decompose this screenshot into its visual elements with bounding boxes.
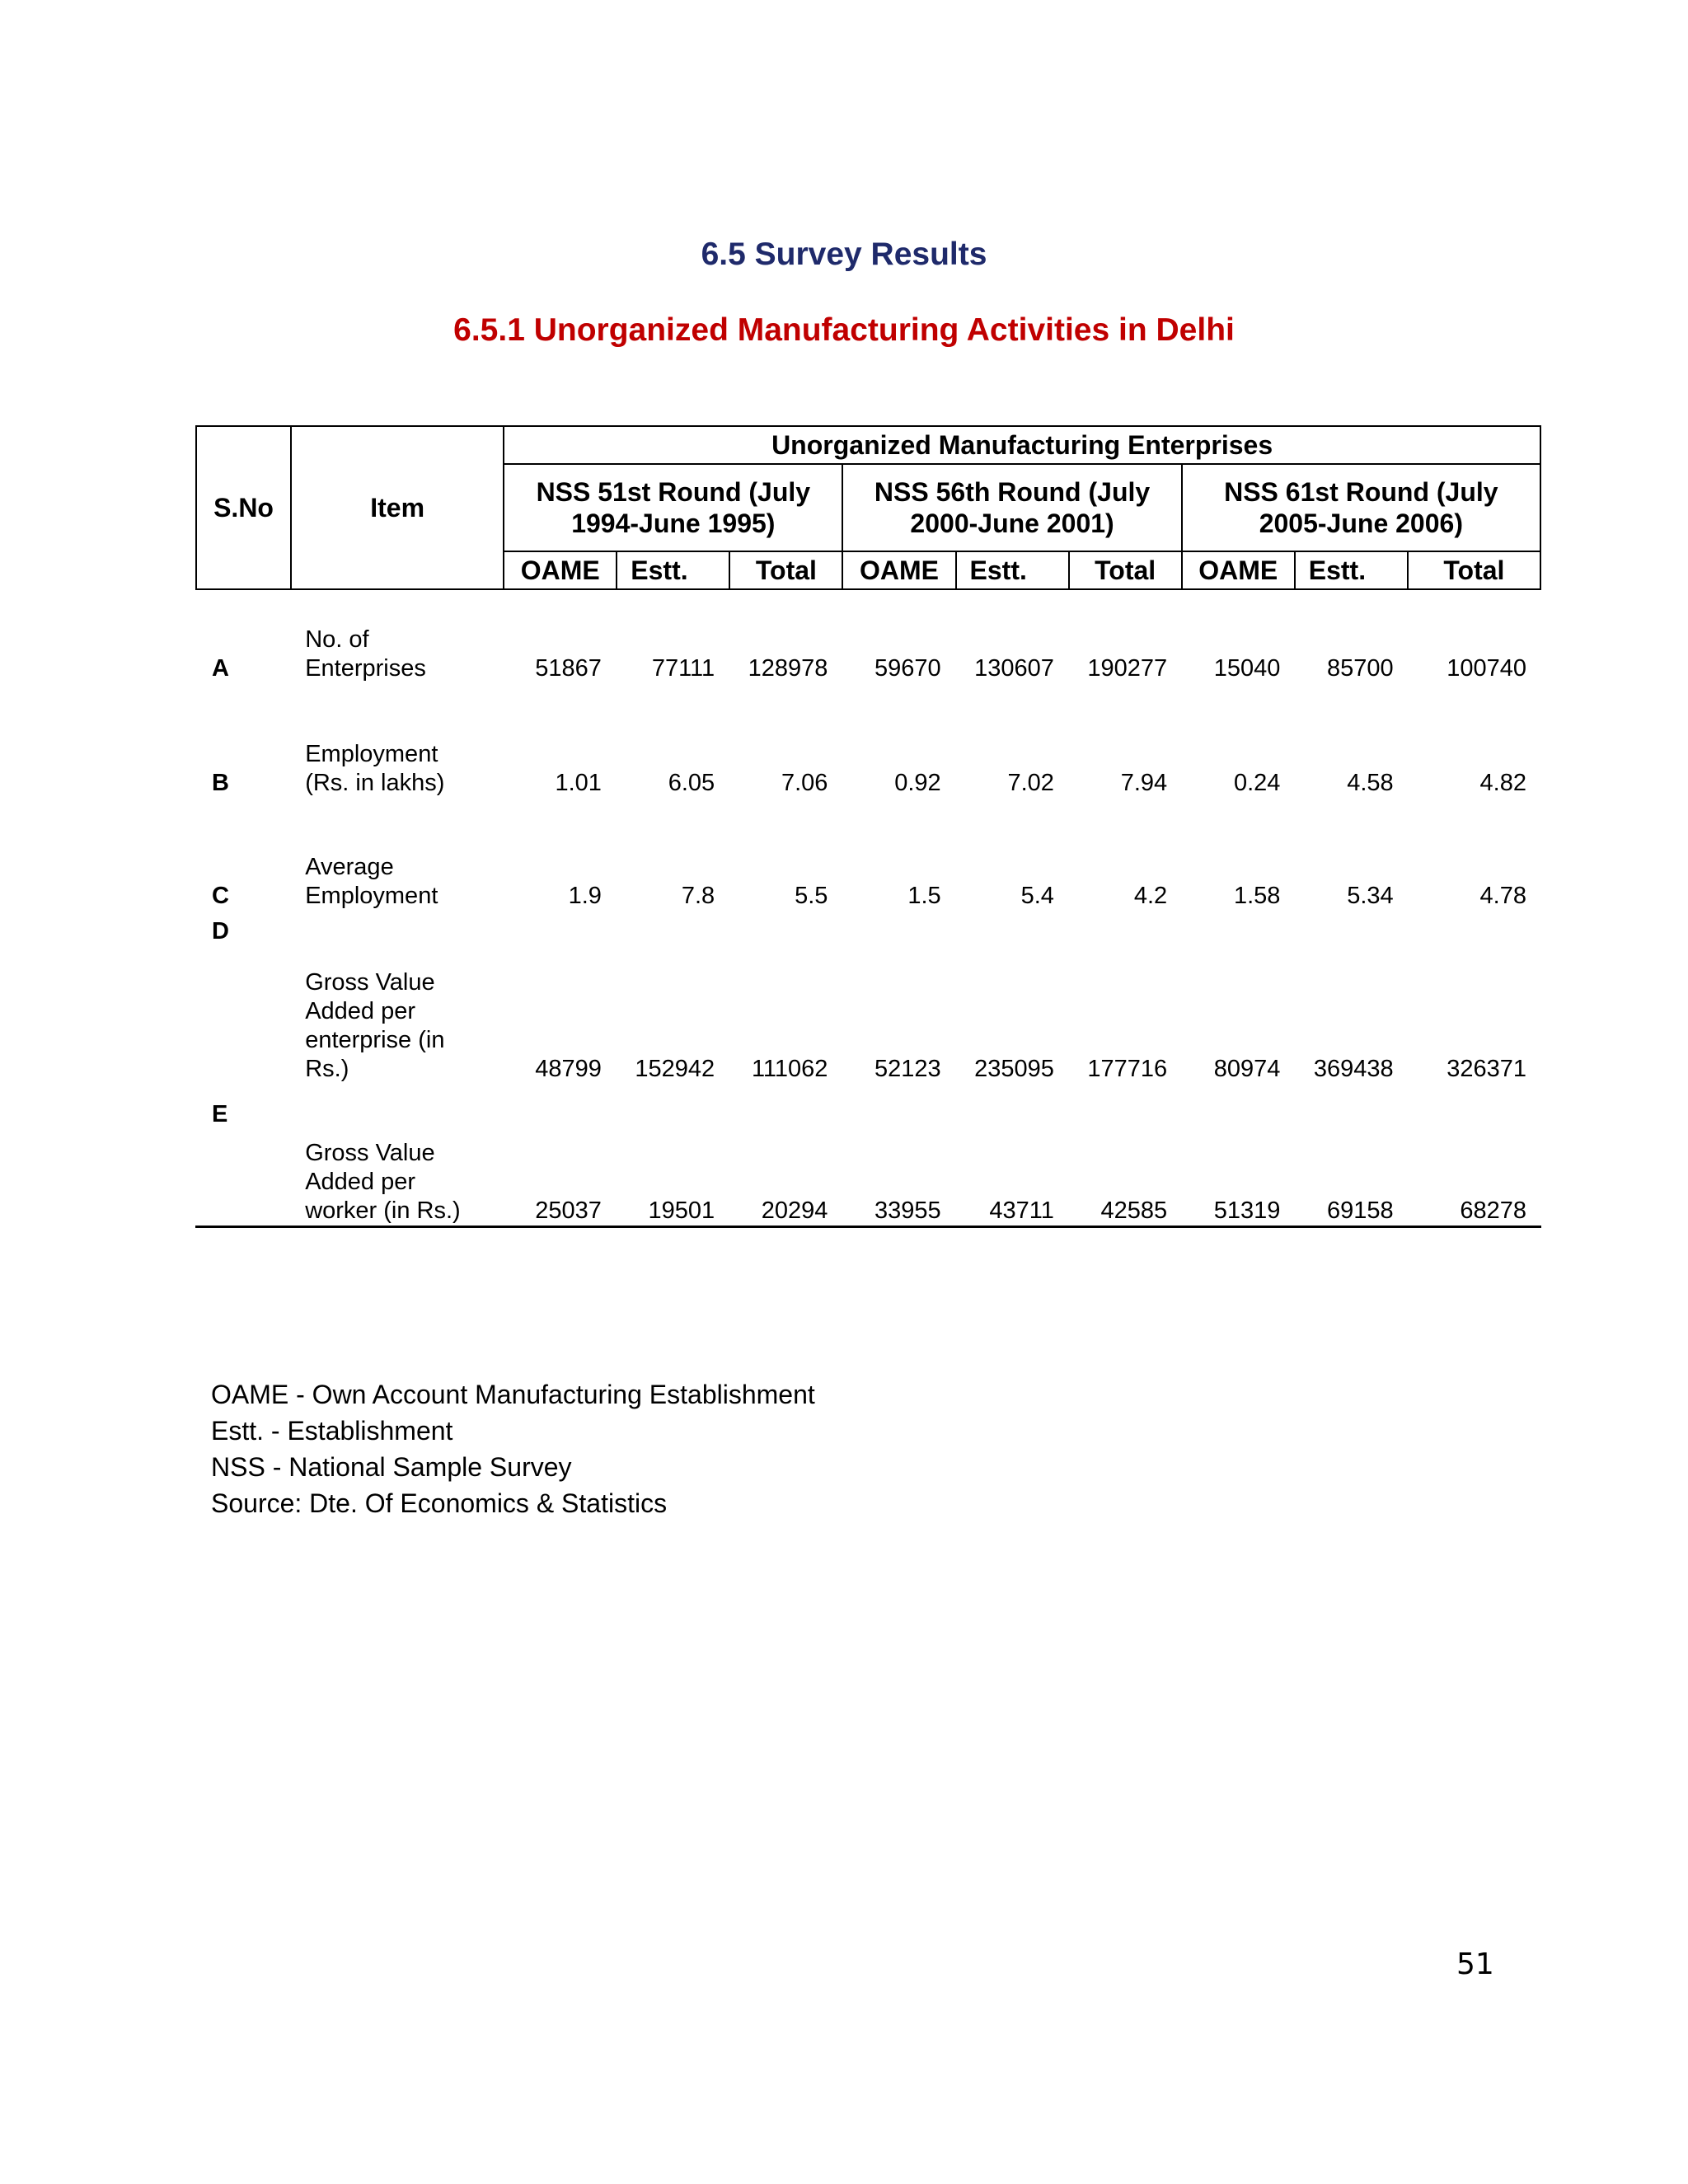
row-item [290, 1084, 503, 1226]
row-sno: E [212, 1101, 228, 1127]
row-value: 51867 [535, 655, 602, 682]
row-value: 7.02 [1007, 770, 1054, 796]
row-value: 7.06 [781, 770, 828, 796]
row-value: 51319 [1213, 1197, 1281, 1224]
row-value: 4.78 [1479, 883, 1526, 909]
row-value: 111062 [751, 1056, 828, 1082]
survey-results-table [195, 425, 1541, 1228]
row-value: 4.58 [1347, 770, 1394, 796]
row-value: 6.05 [668, 770, 715, 796]
header-sno: S.No [196, 426, 291, 589]
row-value: 100740 [1447, 655, 1526, 682]
row-value: 0.92 [894, 770, 941, 796]
row-sno: B [212, 770, 229, 796]
row-value: 7.8 [681, 883, 715, 909]
header-round-61: NSS 61st Round (July 2005-June 2006) [1182, 464, 1540, 551]
row-item-line: No. of [305, 626, 369, 653]
row-value: 69158 [1327, 1197, 1394, 1224]
row-item-line: Employment [305, 883, 438, 909]
row-value: 48799 [535, 1056, 602, 1082]
header-oame: OAME [1182, 551, 1295, 589]
header-group: Unorganized Manufacturing Enterprises [504, 426, 1540, 464]
row-value: 128978 [748, 655, 828, 682]
table-row [195, 911, 1541, 1084]
row-value: 4.82 [1479, 770, 1526, 796]
row-item-line: enterprise (in [305, 1027, 445, 1053]
row-item [290, 683, 503, 798]
row-item-line: Added per [305, 1168, 416, 1195]
row-value: 152942 [635, 1056, 715, 1082]
table-row [195, 683, 1541, 798]
section-subheading: 6.5.1 Unorganized Manufacturing Activities in Delhi [453, 312, 1235, 348]
row-value: 85700 [1327, 655, 1394, 682]
row-value: 19501 [648, 1197, 715, 1224]
header-oame: OAME [504, 551, 617, 589]
row-value: 33955 [874, 1197, 941, 1224]
row-sno: A [212, 655, 229, 682]
section-heading: 6.5 Survey Results [701, 237, 987, 272]
row-value: 1.5 [907, 883, 941, 909]
row-value: 1.01 [555, 770, 602, 796]
row-item-line: Enterprises [305, 655, 426, 682]
row-item-line: Gross Value [305, 969, 435, 996]
table-row [195, 590, 1541, 683]
row-value: 42585 [1100, 1197, 1168, 1224]
table-row [195, 1084, 1541, 1226]
row-value: 25037 [535, 1197, 602, 1224]
header-oame: OAME [842, 551, 955, 589]
footnotes [211, 1376, 815, 1521]
footnote: Source: Dte. Of Economics & Statistics [211, 1488, 668, 1518]
footnote: OAME - Own Account Manufacturing Establishment [211, 1380, 815, 1409]
row-value: 5.34 [1347, 883, 1394, 909]
row-value: 130607 [974, 655, 1054, 682]
row-item-line: Rs.) [305, 1056, 349, 1082]
row-value: 15040 [1213, 655, 1281, 682]
header-estt: Estt. [617, 551, 729, 589]
row-value: 369438 [1313, 1056, 1394, 1082]
row-value: 177716 [1087, 1056, 1168, 1082]
row-item-line: Added per [305, 998, 416, 1024]
footnote: NSS - National Sample Survey [211, 1452, 572, 1482]
row-value: 235095 [974, 1056, 1054, 1082]
row-item-line: Employment [305, 741, 438, 767]
row-value: 68278 [1460, 1197, 1526, 1224]
row-value: 1.9 [568, 883, 602, 909]
footnote: Estt. - Establishment [211, 1416, 453, 1446]
table-body [195, 590, 1541, 1228]
page-number: 51 [1456, 1947, 1494, 1981]
header-item: Item [291, 426, 504, 589]
header-estt: Estt. [1295, 551, 1408, 589]
row-value: 59670 [874, 655, 941, 682]
row-item-line: worker (in Rs.) [305, 1197, 461, 1224]
header-total: Total [1069, 551, 1182, 589]
row-value: 5.4 [1020, 883, 1054, 909]
row-value: 190277 [1087, 655, 1168, 682]
row-value: 5.5 [795, 883, 828, 909]
row-item-line: Gross Value [305, 1139, 435, 1166]
row-value: 80974 [1213, 1056, 1281, 1082]
header-total: Total [729, 551, 842, 589]
row-sno: D [212, 918, 229, 944]
header-total: Total [1408, 551, 1540, 589]
row-item [290, 590, 503, 683]
row-value: 52123 [874, 1056, 941, 1082]
header-estt: Estt. [956, 551, 1069, 589]
row-value: 77111 [651, 655, 715, 682]
row-value: 0.24 [1233, 770, 1281, 796]
row-value: 43711 [989, 1197, 1054, 1224]
row-value: 20294 [761, 1197, 828, 1224]
row-value: 7.94 [1120, 770, 1168, 796]
row-sno: C [212, 883, 229, 909]
table-header [195, 425, 1541, 590]
row-value: 1.58 [1233, 883, 1281, 909]
row-item [290, 911, 503, 1084]
row-item-line: (Rs. in lakhs) [305, 770, 445, 796]
table-row [195, 798, 1541, 911]
header-round-51: NSS 51st Round (July 1994-June 1995) [504, 464, 842, 551]
row-item-line: Average [305, 854, 394, 880]
row-item [290, 798, 503, 911]
row-value: 326371 [1447, 1056, 1526, 1082]
row-value: 4.2 [1133, 883, 1168, 909]
header-round-56: NSS 56th Round (July 2000-June 2001) [842, 464, 1181, 551]
